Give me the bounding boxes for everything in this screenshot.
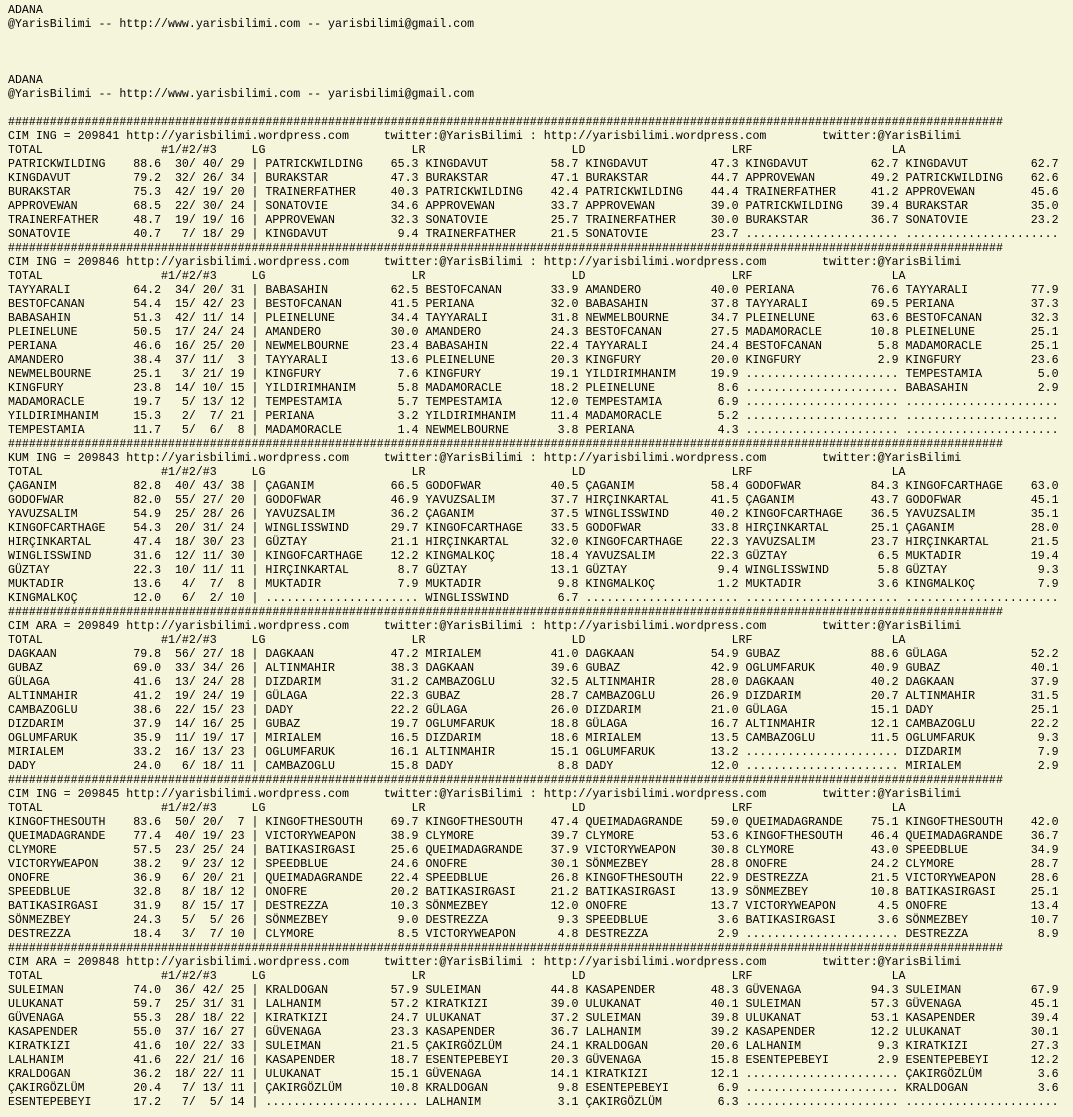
column-headers: TOTAL #1/#2/#3 LG LR LD LRF LA xyxy=(8,802,906,815)
table-row: ONOFRE 36.9 6/ 20/ 21 | QUEIMADAGRANDE 22.4 SPEEDBLUE 26.8 KINGOFTHESOUTH 22.9 DESTREZZA 21.5 VICTORYWEAPON 28.6 xyxy=(8,872,1059,885)
separator-line: ############################################################################################################################################### xyxy=(8,606,1003,619)
spacer xyxy=(8,32,1073,74)
table-row: ÇAKIRGÖZLÜM 20.4 7/ 13/ 11 | ÇAKIRGÖZLÜM 10.8 KRALDOGAN 9.8 ESENTEPEBEYI 6.9 ...................... KRALDOGAN 3.6 xyxy=(8,1082,1059,1095)
column-headers: TOTAL #1/#2/#3 LG LR LD LRF LA xyxy=(8,144,906,157)
table-row: AMANDERO 38.4 37/ 11/ 3 | TAYYARALI 13.6 PLEINELUNE 20.3 KINGFURY 20.0 KINGFURY 2.9 KINGFURY 23.6 xyxy=(8,354,1059,367)
table-row: OGLUMFARUK 35.9 11/ 19/ 17 | MIRIALEM 16.5 DIZDARIM 18.6 MIRIALEM 13.5 CAMBAZOGLU 11.5 OGLUMFARUK 9.3 xyxy=(8,732,1059,745)
table-row: TRAINERFATHER 48.7 19/ 19/ 16 | APPROVEWAN 32.3 SONATOVIE 25.7 TRAINERFATHER 30.0 BURAKSTAR 36.7 SONATOVIE 23.2 xyxy=(8,214,1059,227)
race-title: CIM ARA = 209849 http://yarisbilimi.wordpress.com twitter:@YarisBilimi : http://yarisbilimi.wordpress.com twitter:@YarisBilimi xyxy=(8,620,962,633)
table-row: SPEEDBLUE 32.8 8/ 18/ 12 | ONOFRE 20.2 BATIKASIRGASI 21.2 BATIKASIRGASI 13.9 SÖNMEZBEY 10.8 BATIKASIRGASI 25.1 xyxy=(8,886,1059,899)
table-row: BATIKASIRGASI 31.9 8/ 15/ 17 | DESTREZZA 10.3 SÖNMEZBEY 12.0 ONOFRE 13.7 VICTORYWEAPON 4.5 ONOFRE 13.4 xyxy=(8,900,1059,913)
table-row: ULUKANAT 59.7 25/ 31/ 31 | LALHANIM 57.2 KIRATKIZI 39.0 ULUKANAT 40.1 SULEIMAN 57.3 GÜVENAGA 45.1 xyxy=(8,998,1059,1011)
race-list xyxy=(8,116,1073,1110)
table-row: KIRATKIZI 41.6 10/ 22/ 33 | SULEIMAN 21.5 ÇAKIRGÖZLÜM 24.1 KRALDOGAN 20.6 LALHANIM 9.3 KIRATKIZI 27.3 xyxy=(8,1040,1059,1053)
table-row: CLYMORE 57.5 23/ 25/ 24 | BATIKASIRGASI 25.6 QUEIMADAGRANDE 37.9 VICTORYWEAPON 30.8 CLYMORE 43.0 SPEEDBLUE 34.9 xyxy=(8,844,1059,857)
table-row: PLEINELUNE 50.5 17/ 24/ 24 | AMANDERO 30.0 AMANDERO 24.3 BESTOFCANAN 27.5 MADAMORACLE 10.8 PLEINELUNE 25.1 xyxy=(8,326,1059,339)
table-row: ESENTEPEBEYI 17.2 7/ 5/ 14 | ...................... LALHANIM 3.1 ÇAKIRGÖZLÜM 6.3 ...................... ...................... xyxy=(8,1096,1059,1109)
table-row: KINGOFTHESOUTH 83.6 50/ 20/ 7 | KINGOFTHESOUTH 69.7 KINGOFTHESOUTH 47.4 QUEIMADAGRANDE 59.0 QUEIMADAGRANDE 75.1 KINGOFTHESOUTH 42.0 xyxy=(8,816,1059,829)
table-row: CAMBAZOGLU 38.6 22/ 15/ 23 | DADY 22.2 GÜLAGA 26.0 DIZDARIM 21.0 GÜLAGA 15.1 DADY 25.1 xyxy=(8,704,1059,717)
table-row: BURAKSTAR 75.3 42/ 19/ 20 | TRAINERFATHER 40.3 PATRICKWILDING 42.4 PATRICKWILDING 44.4 TRAINERFATHER 41.2 APPROVEWAN 45.6 xyxy=(8,186,1059,199)
race-title: CIM ING = 209846 http://yarisbilimi.wordpress.com twitter:@YarisBilimi : http://yarisbilimi.wordpress.com twitter:@YarisBilimi xyxy=(8,256,962,269)
race-title: CIM ARA = 209848 http://yarisbilimi.wordpress.com twitter:@YarisBilimi : http://yarisbilimi.wordpress.com twitter:@YarisBilimi xyxy=(8,956,962,969)
separator-line: ############################################################################################################################################### xyxy=(8,774,1003,787)
header-city: ADANA xyxy=(8,4,43,17)
separator-line: ############################################################################################################################################### xyxy=(8,116,1003,129)
table-row: GODOFWAR 82.0 55/ 27/ 20 | GODOFWAR 46.9 YAVUZSALIM 37.7 HIRÇINKARTAL 41.5 ÇAGANIM 43.7 GODOFWAR 45.1 xyxy=(8,494,1059,507)
table-row: GÜLAGA 41.6 13/ 24/ 28 | DIZDARIM 31.2 CAMBAZOGLU 32.5 ALTINMAHIR 28.0 DAGKAAN 40.2 DAGKAAN 37.9 xyxy=(8,676,1059,689)
table-row: PERIANA 46.6 16/ 25/ 20 | NEWMELBOURNE 23.4 BABASAHIN 22.4 TAYYARALI 24.4 BESTOFCANAN 5.8 MADAMORACLE 25.1 xyxy=(8,340,1059,353)
separator-line: ############################################################################################################################################### xyxy=(8,242,1003,255)
table-row: GÜZTAY 22.3 10/ 11/ 11 | HIRÇINKARTAL 8.7 GÜZTAY 13.1 GÜZTAY 9.4 WINGLISSWIND 5.8 GÜZTAY 9.3 xyxy=(8,564,1059,577)
table-row: LALHANIM 41.6 22/ 21/ 16 | KASAPENDER 18.7 ESENTEPEBEYI 20.3 GÜVENAGA 15.8 ESENTEPEBEYI 2.9 ESENTEPEBEYI 12.2 xyxy=(8,1054,1059,1067)
table-row: MUKTADIR 13.6 4/ 7/ 8 | MUKTADIR 7.9 MUKTADIR 9.8 KINGMALKOÇ 1.2 MUKTADIR 3.6 KINGMALKOÇ 7.9 xyxy=(8,578,1059,591)
table-row: DIZDARIM 37.9 14/ 16/ 25 | GUBAZ 19.7 OGLUMFARUK 18.8 GÜLAGA 16.7 ALTINMAHIR 12.1 CAMBAZOGLU 22.2 xyxy=(8,718,1059,731)
column-headers: TOTAL #1/#2/#3 LG LR LD LRF LA xyxy=(8,270,906,283)
race-block xyxy=(8,116,1073,242)
table-row: SÖNMEZBEY 24.3 5/ 5/ 26 | SÖNMEZBEY 9.0 DESTREZZA 9.3 SPEEDBLUE 3.6 BATIKASIRGASI 3.6 SÖNMEZBEY 10.7 xyxy=(8,914,1059,927)
table-row: SONATOVIE 40.7 7/ 18/ 29 | KINGDAVUT 9.4 TRAINERFATHER 21.5 SONATOVIE 23.7 ...................... ...................... xyxy=(8,228,1059,241)
blank-line xyxy=(8,102,1073,116)
table-row: VICTORYWEAPON 38.2 9/ 23/ 12 | SPEEDBLUE 24.6 ONOFRE 30.1 SÖNMEZBEY 28.8 ONOFRE 24.2 CLYMORE 28.7 xyxy=(8,858,1059,871)
table-row: SULEIMAN 74.0 36/ 42/ 25 | KRALDOGAN 57.9 SULEIMAN 44.8 KASAPENDER 48.3 GÜVENAGA 94.3 SULEIMAN 67.9 xyxy=(8,984,1059,997)
table-row: DAGKAAN 79.8 56/ 27/ 18 | DAGKAAN 47.2 MIRIALEM 41.0 DAGKAAN 54.9 GUBAZ 88.6 GÜLAGA 52.2 xyxy=(8,648,1059,661)
table-row: PATRICKWILDING 88.6 30/ 40/ 29 | PATRICKWILDING 65.3 KINGDAVUT 58.7 KINGDAVUT 47.3 KINGDAVUT 62.7 KINGDAVUT 62.7 xyxy=(8,158,1059,171)
table-row: GÜVENAGA 55.3 28/ 18/ 22 | KIRATKIZI 24.7 ULUKANAT 37.2 SULEIMAN 39.8 ULUKANAT 53.1 KASAPENDER 39.4 xyxy=(8,1012,1059,1025)
race-block xyxy=(8,606,1073,774)
table-row: BABASAHIN 51.3 42/ 11/ 14 | PLEINELUNE 34.4 TAYYARALI 31.8 NEWMELBOURNE 34.7 PLEINELUNE 63.6 BESTOFCANAN 32.3 xyxy=(8,312,1059,325)
table-row: WINGLISSWIND 31.6 12/ 11/ 30 | KINGOFCARTHAGE 12.2 KINGMALKOÇ 18.4 YAVUZSALIM 22.3 GÜZTAY 6.5 MUKTADIR 19.4 xyxy=(8,550,1059,563)
table-row: MIRIALEM 33.2 16/ 13/ 23 | OGLUMFARUK 16.1 ALTINMAHIR 15.1 OGLUMFARUK 13.2 ...................... DIZDARIM 7.9 xyxy=(8,746,1059,759)
table-row: HIRÇINKARTAL 47.4 18/ 30/ 23 | GÜZTAY 21.1 HIRÇINKARTAL 32.0 KINGOFCARTHAGE 22.3 YAVUZSALIM 23.7 HIRÇINKARTAL 21.5 xyxy=(8,536,1059,549)
race-title: CIM ING = 209841 http://yarisbilimi.wordpress.com twitter:@YarisBilimi : http://yarisbilimi.wordpress.com twitter:@YarisBilimi xyxy=(8,130,962,143)
table-row: TEMPESTAMIA 11.7 5/ 6/ 8 | MADAMORACLE 1.4 NEWMELBOURNE 3.8 PERIANA 4.3 ...................... ...................... xyxy=(8,424,1059,437)
table-row: ÇAGANIM 82.8 40/ 43/ 38 | ÇAGANIM 66.5 GODOFWAR 40.5 ÇAGANIM 58.4 GODOFWAR 84.3 KINGOFCARTHAGE 63.0 xyxy=(8,480,1059,493)
table-row: YILDIRIMHANIM 15.3 2/ 7/ 21 | PERIANA 3.2 YILDIRIMHANIM 11.4 MADAMORACLE 5.2 ...................... ...................... xyxy=(8,410,1059,423)
table-row: KINGFURY 23.8 14/ 10/ 15 | YILDIRIMHANIM 5.8 MADAMORACLE 18.2 PLEINELUNE 8.6 ...................... BABASAHIN 2.9 xyxy=(8,382,1059,395)
table-row: BESTOFCANAN 54.4 15/ 42/ 23 | BESTOFCANAN 41.5 PERIANA 32.0 BABASAHIN 37.8 TAYYARALI 69.5 PERIANA 37.3 xyxy=(8,298,1059,311)
table-row: TAYYARALI 64.2 34/ 20/ 31 | BABASAHIN 62.5 BESTOFCANAN 33.9 AMANDERO 40.0 PERIANA 76.6 TAYYARALI 77.9 xyxy=(8,284,1059,297)
column-headers: TOTAL #1/#2/#3 LG LR LD LRF LA xyxy=(8,466,906,479)
separator-line: ############################################################################################################################################### xyxy=(8,942,1003,955)
header-contact: @YarisBilimi -- http://www.yarisbilimi.com -- yarisbilimi@gmail.com xyxy=(8,88,475,101)
table-row: QUEIMADAGRANDE 77.4 40/ 19/ 23 | VICTORYWEAPON 38.9 CLYMORE 39.7 CLYMORE 53.6 KINGOFTHESOUTH 46.4 QUEIMADAGRANDE 36.7 xyxy=(8,830,1059,843)
race-block xyxy=(8,242,1073,438)
table-row: NEWMELBOURNE 25.1 3/ 21/ 19 | KINGFURY 7.6 KINGFURY 19.1 YILDIRIMHANIM 19.9 ...................... TEMPESTAMIA 5.0 xyxy=(8,368,1059,381)
separator-line: ############################################################################################################################################### xyxy=(8,438,1003,451)
table-row: GUBAZ 69.0 33/ 34/ 26 | ALTINMAHIR 38.3 DAGKAAN 39.6 GUBAZ 42.9 OGLUMFARUK 40.9 GUBAZ 40.1 xyxy=(8,662,1059,675)
table-row: YAVUZSALIM 54.9 25/ 28/ 26 | YAVUZSALIM 36.2 ÇAGANIM 37.5 WINGLISSWIND 40.2 KINGOFCARTHAGE 36.5 YAVUZSALIM 35.1 xyxy=(8,508,1059,521)
table-row: MADAMORACLE 19.7 5/ 13/ 12 | TEMPESTAMIA 5.7 TEMPESTAMIA 12.0 TEMPESTAMIA 6.9 ...................... ...................... xyxy=(8,396,1059,409)
race-title: KUM ING = 209843 http://yarisbilimi.wordpress.com twitter:@YarisBilimi : http://yarisbilimi.wordpress.com twitter:@YarisBilimi xyxy=(8,452,962,465)
column-headers: TOTAL #1/#2/#3 LG LR LD LRF LA xyxy=(8,970,906,983)
table-row: KINGOFCARTHAGE 54.3 20/ 31/ 24 | WINGLISSWIND 29.7 KINGOFCARTHAGE 33.5 GODOFWAR 33.8 HIRÇINKARTAL 25.1 ÇAGANIM 28.0 xyxy=(8,522,1059,535)
header-contact: @YarisBilimi -- http://www.yarisbilimi.com -- yarisbilimi@gmail.com xyxy=(8,18,475,31)
header-city: ADANA xyxy=(8,74,43,87)
table-row: KASAPENDER 55.0 37/ 16/ 27 | GÜVENAGA 23.3 KASAPENDER 36.7 LALHANIM 39.2 KASAPENDER 12.2 ULUKANAT 30.1 xyxy=(8,1026,1059,1039)
table-row: KINGMALKOÇ 12.0 6/ 2/ 10 | ...................... WINGLISSWIND 6.7 ...................... ...................... ...................... xyxy=(8,592,1059,605)
column-headers: TOTAL #1/#2/#3 LG LR LD LRF LA xyxy=(8,634,906,647)
table-row: DADY 24.0 6/ 18/ 11 | CAMBAZOGLU 15.8 DADY 8.8 DADY 12.0 ...................... MIRIALEM 2.9 xyxy=(8,760,1059,773)
table-row: ALTINMAHIR 41.2 19/ 24/ 19 | GÜLAGA 22.3 GUBAZ 28.7 CAMBAZOGLU 26.9 DIZDARIM 20.7 ALTINMAHIR 31.5 xyxy=(8,690,1059,703)
table-row: APPROVEWAN 68.5 22/ 30/ 24 | SONATOVIE 34.6 APPROVEWAN 33.7 APPROVEWAN 39.0 PATRICKWILDING 39.4 BURAKSTAR 35.0 xyxy=(8,200,1059,213)
table-row: KINGDAVUT 79.2 32/ 26/ 34 | BURAKSTAR 47.3 BURAKSTAR 47.1 BURAKSTAR 44.7 APPROVEWAN 49.2 PATRICKWILDING 62.6 xyxy=(8,172,1059,185)
table-row: DESTREZZA 18.4 3/ 7/ 10 | CLYMORE 8.5 VICTORYWEAPON 4.8 DESTREZZA 2.9 ...................... DESTREZZA 8.9 xyxy=(8,928,1059,941)
race-title: CIM ING = 209845 http://yarisbilimi.wordpress.com twitter:@YarisBilimi : http://yarisbilimi.wordpress.com twitter:@YarisBilimi xyxy=(8,788,962,801)
race-block xyxy=(8,774,1073,942)
table-row: KRALDOGAN 36.2 18/ 22/ 11 | ULUKANAT 15.1 GÜVENAGA 14.1 KIRATKIZI 12.1 ...................... ÇAKIRGÖZLÜM 3.6 xyxy=(8,1068,1059,1081)
race-block xyxy=(8,438,1073,606)
race-block xyxy=(8,942,1073,1110)
